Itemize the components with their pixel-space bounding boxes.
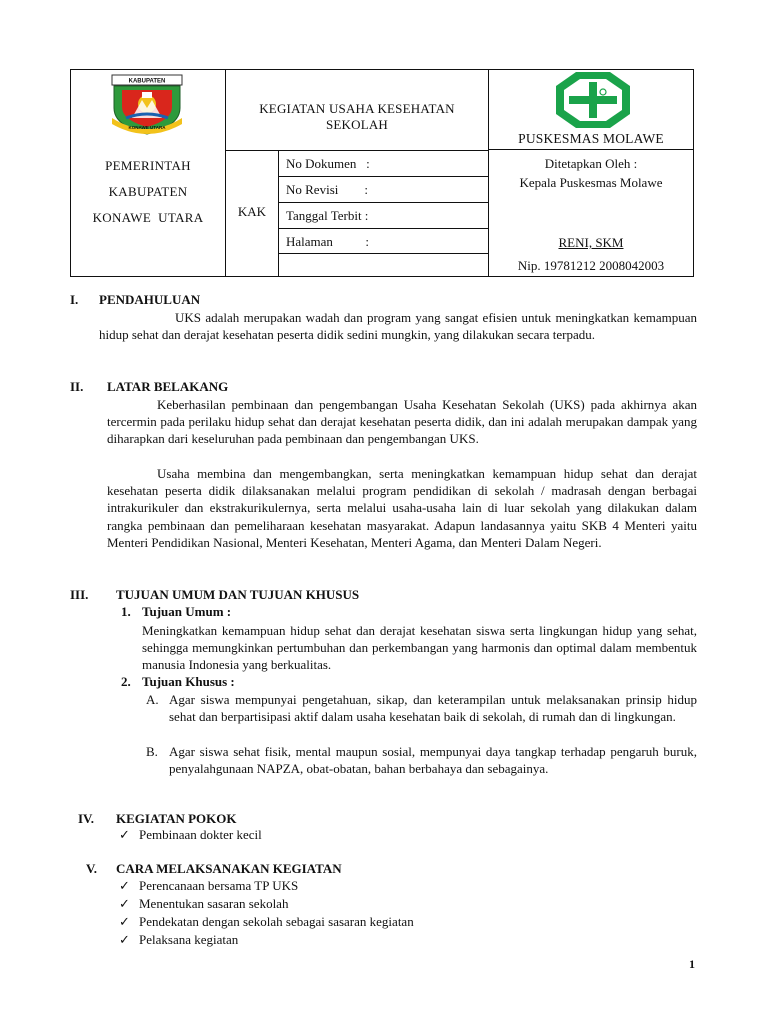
list-item [119, 914, 414, 930]
list-label: A. [146, 692, 159, 707]
no-dokumen-label: No Dokumen : [286, 156, 370, 171]
section-paragraph: Keberhasilan pembinaan dan pengembangan Usaha Kesehatan Sekolah (UKS) pada akhirnya akan tercermin pada perilaku hidup sehat dan derajat kesehatan peserta didik, dan ini adalah merupakan dampak yang diharapkan dari keseluruhan pada pembinaan dan pengembangan UKS. [107, 397, 697, 447]
section-number: I. [70, 292, 79, 307]
list-item-text: Agar siswa mempunyai pengetahuan, sikap, dan keterampilan untuk melaksanakan prinsip hidup sehat dan berpartisipasi aktif dalam usaha kesehatan baik di sekolah, di rumah dan di lingkungan. [169, 692, 697, 725]
gov-line-1: PEMERINTAH [105, 158, 191, 173]
subsection-title: Tujuan Khusus : [142, 674, 235, 689]
list-item-text: Menentukan sasaran sekolah [139, 896, 289, 911]
subsection-number: 2. [121, 674, 131, 689]
checkmark-icon: ✓ [119, 827, 130, 842]
gov-line-3: KONAWE UTARA [92, 210, 204, 225]
page-number: 1 [689, 957, 695, 971]
section-number: IV. [78, 811, 95, 826]
section-paragraph: UKS adalah merupakan wadah dan program yang sangat efisien untuk meningkatkan kemampuan hidup sehat dan derajat kesehatan peserta didik sedini mungkin, yang dilakukan secara terpadu. [99, 310, 697, 343]
list-label: B. [146, 744, 158, 759]
logo-top-text: KABUPATEN [128, 78, 166, 85]
checkmark-icon: ✓ [119, 878, 130, 893]
list-item-text: Pelaksana kegiatan [139, 932, 239, 947]
section-title: LATAR BELAKANG [107, 379, 229, 394]
checkmark-icon: ✓ [119, 896, 130, 911]
logo-bottom-text: KONAWE UTARA [128, 125, 166, 130]
subsection-number: 1. [121, 604, 131, 619]
kak-label: KAK [237, 204, 267, 219]
list-item-text: Agar siswa sehat fisik, mental maupun sosial, mempunyai daya tangkap terhadap pengaruh buruk, penyalahgunaan NAPZA, obat-obatan, bahan berbahaya dan sebagainya. [169, 744, 697, 777]
section-paragraph: Usaha membina dan mengembangkan, serta meningkatkan kemampuan hidup sehat dan derajat kesehatan peserta didik dilaksanakan melalui program pendidikan di sekolah / madrasah dengan berbagai intrakurikuler dan ekstrakurikulernya, serta melalui usaha-usaha lain di luar sekolah yang dilakukan dalam rangka pembinaan dan pemeliharaan kesehatan masyarakat. Adapun landasannya yaitu SKB 4 Menteri yaitu Menteri Pendidikan Nasional, Menteri Kesehatan, Menteri Agama, dan Menteri Dalam Negeri. [107, 466, 697, 550]
regency-logo [108, 74, 186, 136]
no-revisi-label: No Revisi : [286, 182, 368, 197]
list-item-text: Perencanaan bersama TP UKS [139, 878, 299, 893]
list-item [119, 896, 288, 912]
document-title-line2: SEKOLAH [325, 117, 389, 132]
list-item-text: Pembinaan dokter kecil [139, 827, 262, 842]
section-title: KEGIATAN POKOK [116, 811, 237, 826]
halaman-label: Halaman : [286, 234, 370, 249]
section-title: TUJUAN UMUM DAN TUJUAN KHUSUS [116, 587, 360, 602]
subsection-title: Tujuan Umum : [142, 604, 232, 619]
kepala-label: Kepala Puskesmas Molawe [519, 175, 663, 190]
document-title-line1: KEGIATAN USAHA KESEHATAN [259, 101, 455, 116]
section-title: CARA MELAKSANAKAN KEGIATAN [116, 861, 342, 876]
section-number: III. [70, 587, 89, 602]
signatory-nip: Nip. 19781212 2008042003 [517, 258, 665, 273]
signatory-name: RENI, SKM [558, 235, 624, 250]
puskesmas-name: PUSKESMAS MOLAWE [518, 131, 664, 146]
section-title: PENDAHULUAN [99, 292, 201, 307]
list-item-text: Pendekatan dengan sekolah sebagai sasaran kegiatan [139, 914, 414, 929]
section-number: V. [86, 861, 97, 876]
subsection-paragraph: Meningkatkan kemampuan hidup sehat dan derajat kesehatan siswa serta lingkungan hidup yang sehat, sehingga memungkinkan pertumbuhan dan perkembangan yang harmonis dan optimal dalam membentuk manusia Indonesia yang berkualitas. [142, 623, 697, 673]
list-item [119, 878, 298, 894]
list-item [119, 827, 262, 843]
gov-line-2: KABUPATEN [108, 184, 188, 199]
checkmark-icon: ✓ [119, 914, 130, 929]
section-number: II. [70, 379, 84, 394]
ditetapkan-label: Ditetapkan Oleh : [544, 156, 638, 171]
puskesmas-logo [556, 72, 630, 128]
checkmark-icon: ✓ [119, 932, 130, 947]
list-item [119, 932, 238, 948]
tanggal-terbit-label: Tanggal Terbit : [286, 208, 369, 223]
